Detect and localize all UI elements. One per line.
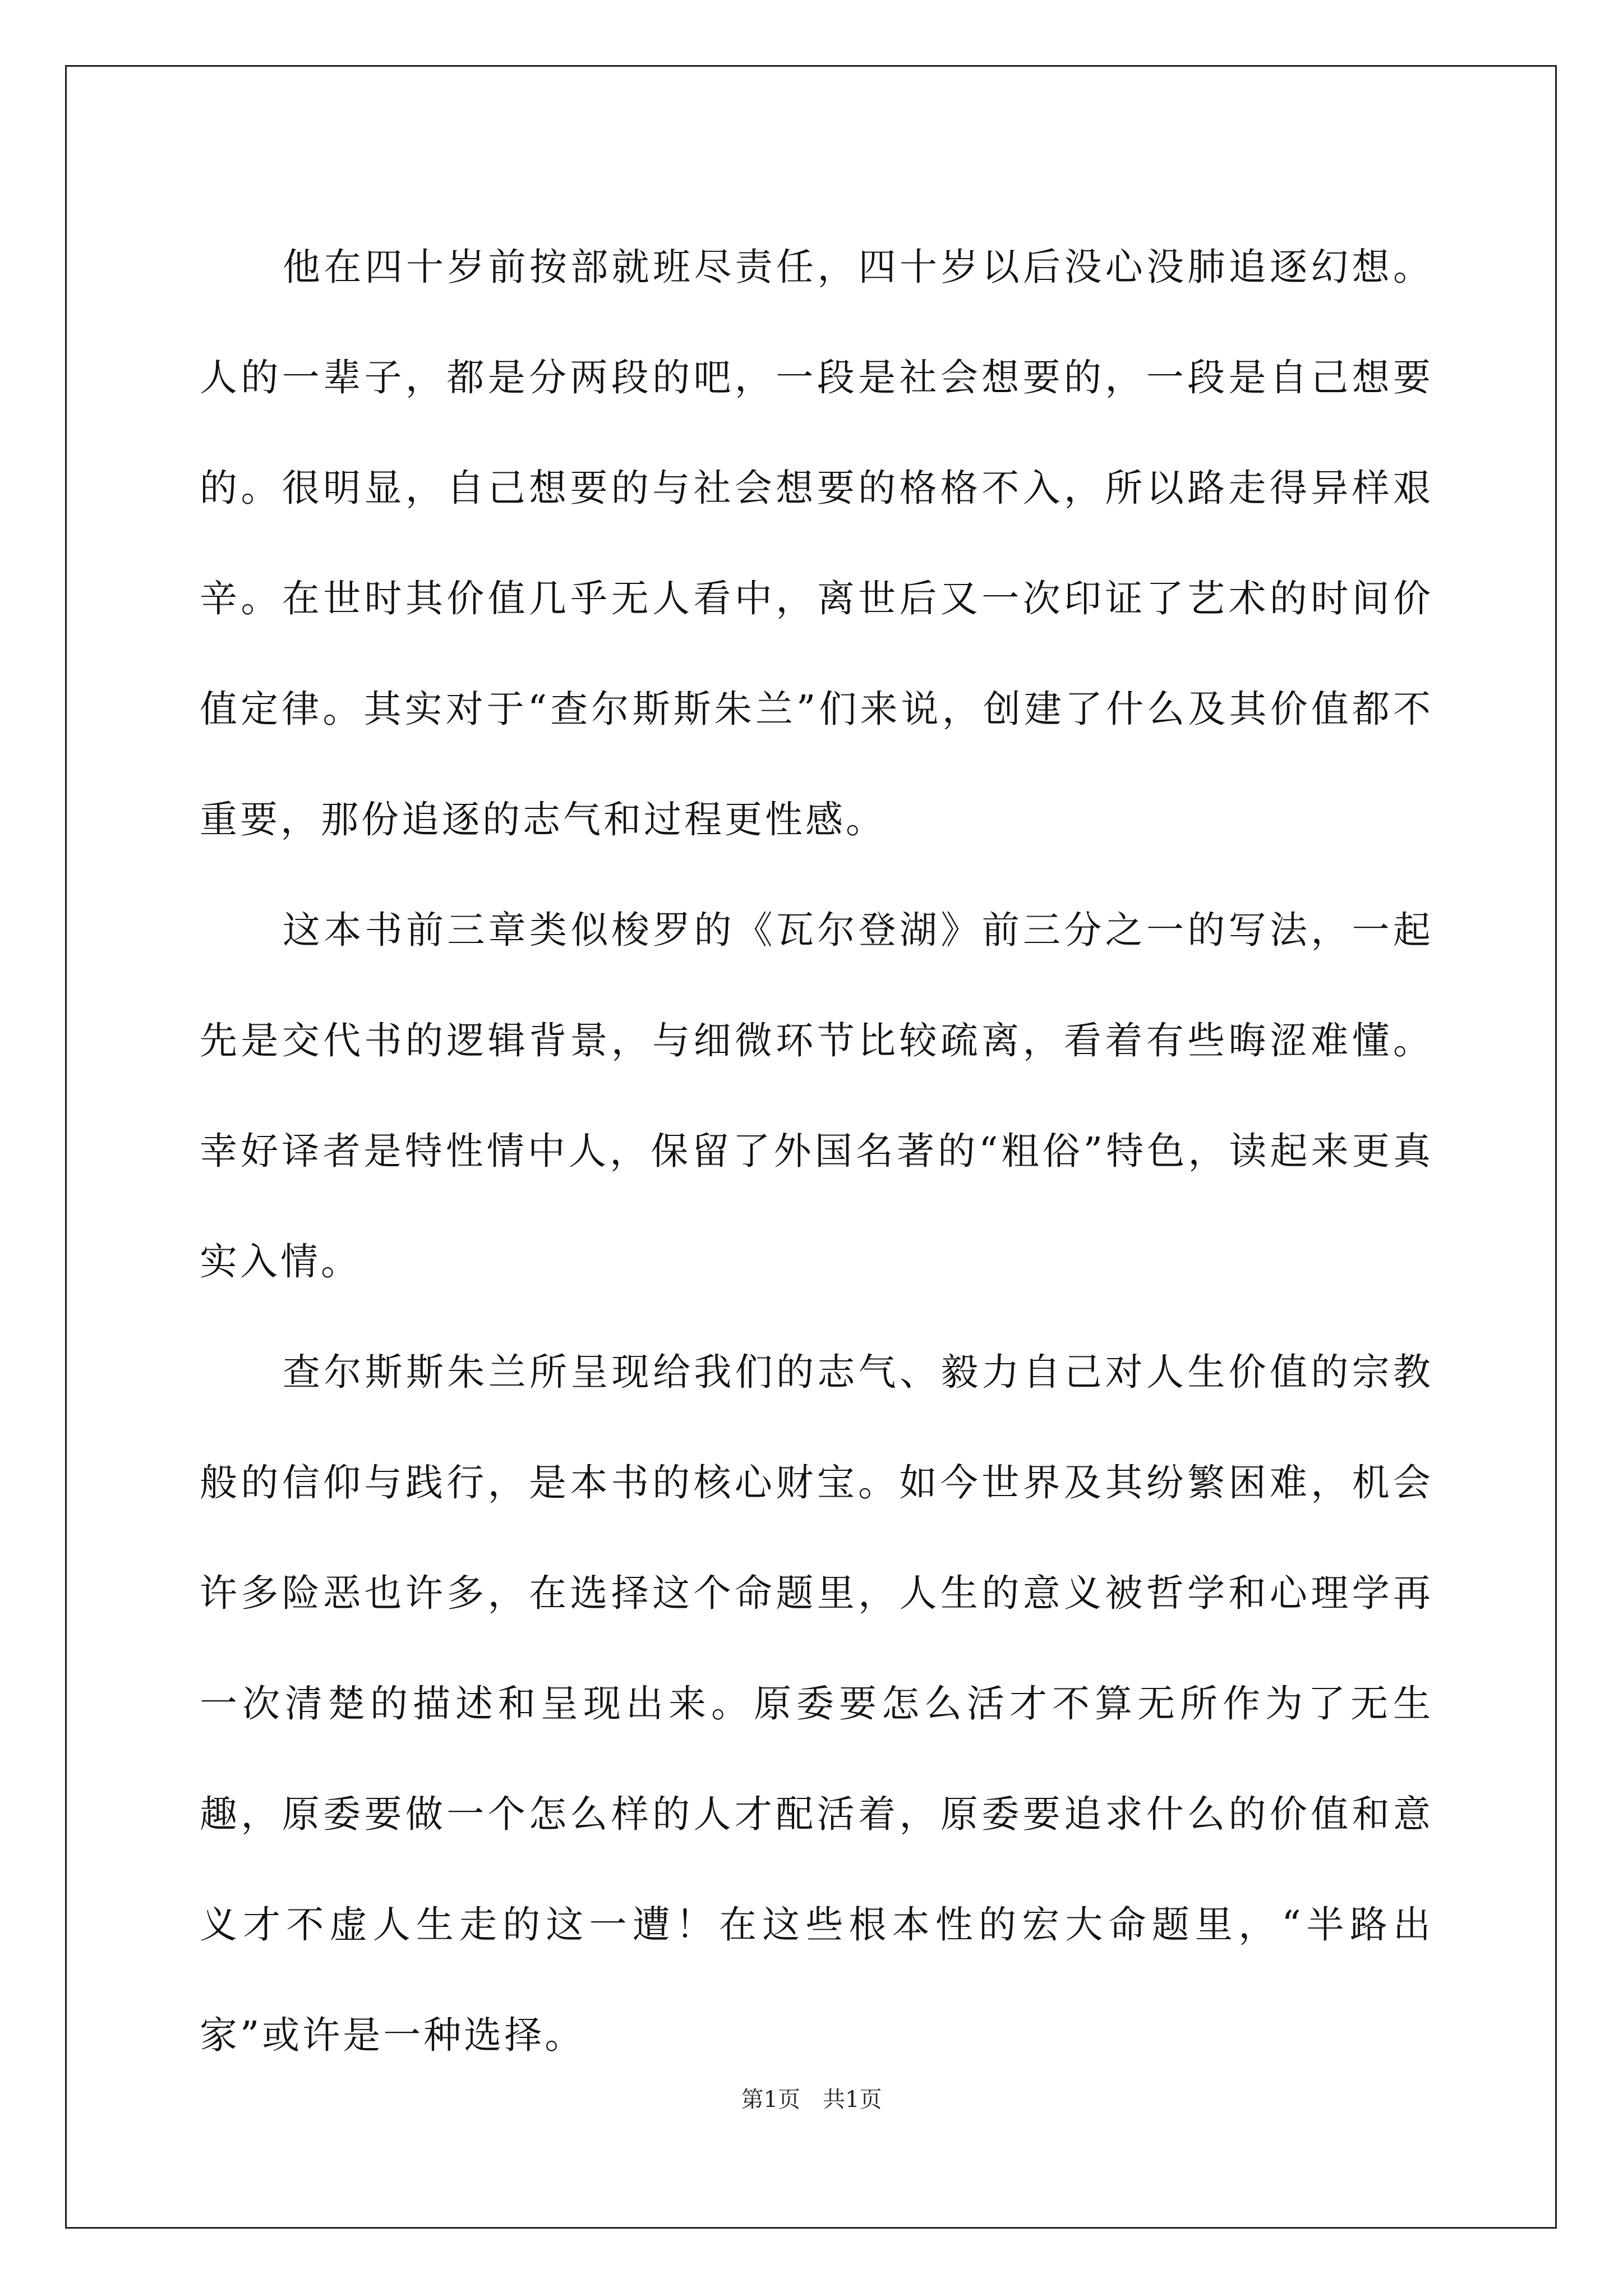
paragraph-3: 查尔斯斯朱兰所呈现给我们的志气、毅力自己对人生价值的宗教般的信仰与践行，是本书的核心财宝。如今世界及其纷繁困难，机会许多险恶也许多，在选择这个命题里，人生的意义被哲学和心理学再一次清楚的描述和呈现出来。原委要怎么活才不算无所作为了无生趣，原委要做一个怎么样的人才配活着，原委要追求什么的价值和意义才不虚人生走的这一遭！在这些根本性的宏大命题里，“半路出家”或许是一种选择。 [200, 1350, 1433, 2057]
document-body [200, 212, 1433, 2091]
paragraph-1: 他在四十岁前按部就班尽责任，四十岁以后没心没肺追逐幻想。人的一辈子，都是分两段的吧，一段是社会想要的，一段是自己想要的。很明显，自己想要的与社会想要的格格不入，所以路走得异样艰辛。在世时其价值几乎无人看中，离世后又一次印证了艺术的时间价值定律。其实对于“查尔斯斯朱兰”们来说，创建了什么及其价值都不重要，那份追逐的志气和过程更性感。 [200, 245, 1433, 841]
page-number: 第1页 共1页 [741, 2087, 882, 2113]
paragraph-2: 这本书前三章类似梭罗的《瓦尔登湖》前三分之一的写法，一起先是交代书的逻辑背景，与细微环节比较疏离，看着有些晦涩难懂。幸好译者是特性情中人，保留了外国名著的“粗俗”特色，读起来更真实入情。 [200, 908, 1433, 1283]
page-footer [0, 2085, 1623, 2115]
